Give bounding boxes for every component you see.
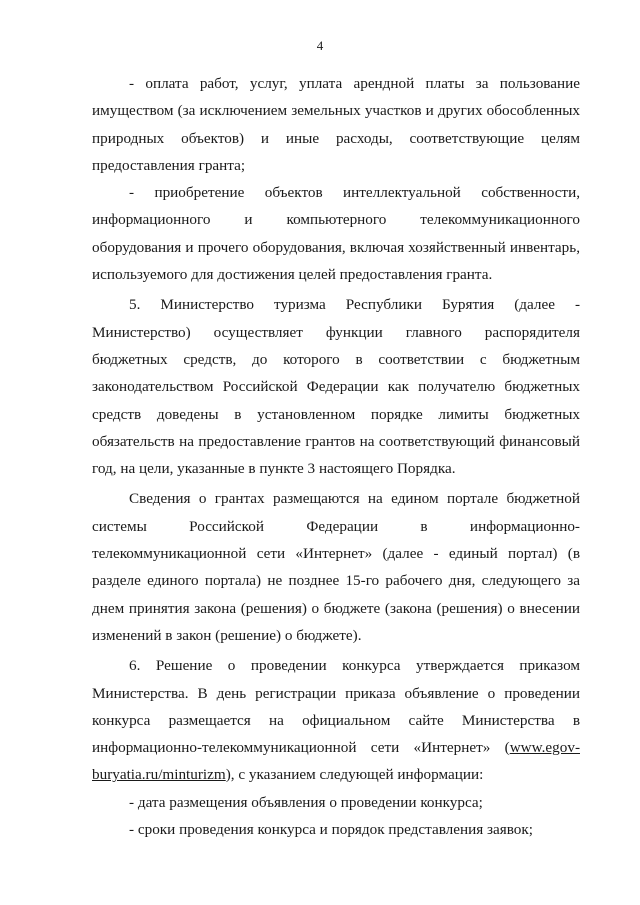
list-item-contest-terms: - сроки проведения конкурса и порядок представления заявок; <box>129 821 534 839</box>
paragraph-contest-decision <box>92 652 580 788</box>
document-body <box>92 70 580 843</box>
page-number: 4 <box>316 38 324 53</box>
ministry-website-link[interactable]: www.egov-buryatia.ru/minturizm <box>92 739 580 784</box>
paragraph-expenses-services: - оплата работ, услуг, уплата арендной платы за пользование имуществом (за исключением земельных участков и других обособленных природных объектов) и иные расходы, соответствующие целям предоставления гранта; <box>92 75 580 174</box>
list-item-announcement-date: - дата размещения объявления о проведении конкурса; <box>129 793 483 811</box>
paragraph-ministry-functions: 5. Министерство туризма Республики Бурятия (далее - Министерство) осуществляет функции главного распорядителя бюджетных средств, до которого в соответствии с бюджетным законодательством Российской Федерации как получателю бюджетных средств доведены в установленном порядке лимиты бюджетных обязательств на предоставление грантов на соответствующий финансовый год, на цели, указанные в пункте 3 настоящего Порядка. <box>92 296 580 478</box>
paragraph-expenses-equipment: - приобретение объектов интеллектуальной собственности, информационного и компьютерного телекоммуникационного оборудования и прочего оборудования, включая хозяйственный инвентарь, используемого для достижения целей предоставления гранта. <box>92 184 580 284</box>
contest-decision-text: 6. Решение о проведении конкурса утверждается приказом Министерства. В день регистрации приказа объявление о проведении конкурса размещается на официальном сайте Министерства в информационно-телекоммуникационной сети «Интернет» ( <box>92 657 580 757</box>
contest-decision-text-end: ), с указанием следующей информации: <box>225 766 484 784</box>
paragraph-grant-information: Сведения о грантах размещаются на едином портале бюджетной системы Российской Федерации в информационно-телекоммуникационной сети «Интернет» (далее - единый портал) (в разделе единого портала) не позднее 15-го рабочего дня, следующего за днем принятия закона (решения) о бюджете (закона (решения) о внесении изменений в закон (решение) о бюджете). <box>92 490 580 644</box>
